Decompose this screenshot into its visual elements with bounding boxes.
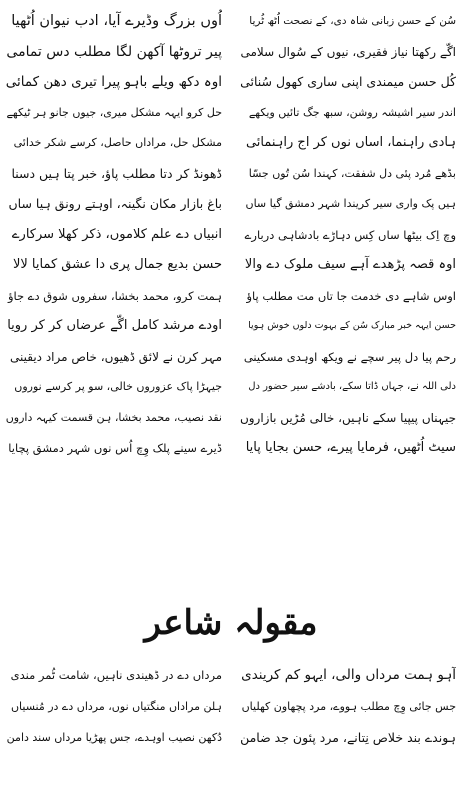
verse-line: پیر تروٹھا آکھن لگا مطلب دس تمامی: [6, 43, 222, 60]
verse-line: مہر کرن نے لائق ڈھیوں، خاص مراد دیقینی: [10, 349, 222, 364]
verse-line: حسن ایہہ خبر مبارک سُن کے بہوت دلوں خوش ہویا: [248, 320, 456, 331]
verse-line: مشکل حل، مراداں حاصل، کرسے شکر خدائی: [13, 136, 222, 149]
verse-line: وچ اِک بیٹھا ساں کِس دہاڑے بادشاہی دربارے: [244, 227, 456, 242]
verse-right-column: [240, 660, 456, 753]
verse-line: اوہ قصہ پڑھدے آہے سیف ملوک دے والا: [244, 257, 456, 272]
verse-line: رحم پیا دل پیر سچے نے ویکھ اوہدی مسکینی: [243, 349, 456, 364]
section-heading: مقولہ شاعر: [144, 602, 318, 643]
verse-line: اوس شاہے دی خدمت جا تاں مت مطلب پاؤ: [246, 288, 456, 303]
verse-line: ڈیرے سینے پلک وِچ اُس نوں شہر دمشق پچایا: [8, 441, 222, 455]
verse-line: اُوں بزرگ وڈیرے آیا، ادب نیوان اُٹھیا: [11, 13, 222, 29]
poem-right-column: [240, 6, 456, 464]
verse-line: انبیاں دے علم کلاموں، ذکر کھلا سرکارے: [11, 226, 222, 242]
verse-line: بڈھے مُرد پئی دل شفقت، کہندا سُن تُوں جسّا: [248, 166, 456, 180]
verse-line: جیہناں پیپیا سکے ناہیں، خالی مُڑیں بازاروں: [240, 410, 456, 425]
verse-line: اوہ دکھ ویلے باہو پیرا تیری دھن کمائی: [6, 74, 222, 90]
verse-line: جیہڑا پاک عزوروں خالی، سو پر کرسے نوروں: [14, 380, 222, 393]
verse-line: ڈھونڈ کر دتا مطلب پاؤ، خبر پتا ہیں دسنا: [11, 165, 222, 181]
verse-line: ہادی راہنما، اساں نوں کر اج راہنمائی: [245, 135, 456, 150]
verse-line: اگّے رکھتا نیاز فقیری، نیوں کے سُوال سلامی: [240, 44, 456, 59]
verse-line: دُکھن نصیب اوہدے، جس پھڑیا مرداں سند دامن: [6, 731, 222, 744]
verse-line: آہو ہمت مرداں والی، ایہو کم کریندی: [241, 667, 456, 683]
verse-line: حل کرو ایہہ مشکل میری، جیوں جانو ہر ٹیکھے: [6, 105, 222, 119]
verse-line: کُل حسن میمندی اپنی ساری کھول سُنائی: [240, 74, 456, 89]
verse-left-column: [6, 660, 222, 753]
verse-line: جس جائی وِچ مطلب ہووے، مرد پچھاون کھلیاں: [241, 700, 456, 713]
verse-line: اودے مرشد کامل اگّے عرضاں کر کر رویا: [7, 318, 222, 333]
verse-line: اندر سیر اشیشہ روشن، سبھ جگ تائیں ویکھے: [248, 105, 456, 119]
verse-line: سُن کے حسن زبانی شاہ دی، کے نصحت اُٹھ ٹُریا: [249, 15, 456, 27]
verse-line: نقد نصیب، محمد بخشا، ہن قسمت کیہہ داروں: [6, 410, 222, 424]
verse-line: ہمت کرو، محمد بخشا، سفروں شوق دے جاؤ: [7, 288, 222, 303]
verse-line: باغ بازار مکان نگینہ، اوہتے رونق ہیا ساں: [8, 196, 222, 211]
verse-line: ہلن مراداں منگتیاں نوں، مرداں دے در مُنسیاں: [10, 700, 222, 713]
verse-line: مرداں دے در ڈھیندی ناہیں، شامت ٹُمر مندی: [10, 668, 222, 682]
verse-line: دلی اللہ نے، جہاں ڈاتا سکے، بادشے سیر حضور دل: [248, 381, 456, 392]
verse-line: حسن بدیع جمال پری دا عشق کمایا لالا: [12, 257, 222, 272]
section-heading-wrap: [0, 594, 462, 650]
verse-line: سیٹ اُٹھیں، فرمایا پیرے، حسن بجایا پایا: [245, 440, 456, 455]
verse-line: ہیں پک واری سیر کریندا شہر دمشق گیا ساں: [245, 197, 456, 210]
verse-line: ہوندے بند خلاص نِتانے، مرد پئون جد ضامن: [240, 730, 456, 745]
poem-left-column: [6, 6, 222, 464]
